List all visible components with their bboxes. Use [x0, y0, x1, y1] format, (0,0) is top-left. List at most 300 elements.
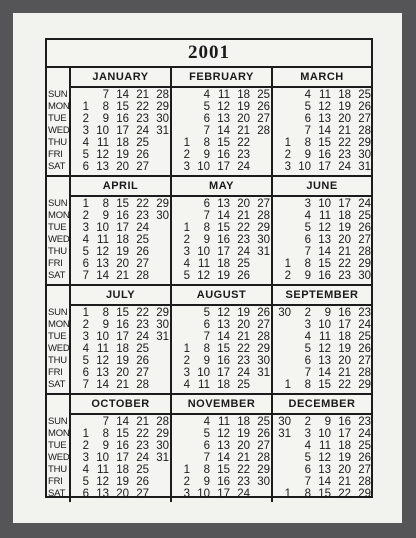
- date-cell: 18: [338, 440, 351, 452]
- date-cell: 4: [82, 137, 89, 149]
- weekday-label: THU: [48, 464, 67, 475]
- date-cell: 22: [136, 428, 149, 440]
- date-cell: 30: [358, 270, 371, 282]
- week-row: [273, 198, 371, 210]
- date-cell: 23: [237, 355, 250, 367]
- date-cell: 24: [338, 161, 351, 173]
- date-cell: 4: [82, 234, 89, 246]
- date-cell: 13: [217, 113, 230, 125]
- date-cell: 17: [116, 331, 129, 343]
- date-cell: 8: [203, 343, 210, 355]
- date-cell: 22: [237, 137, 250, 149]
- weekday-label: SAT: [48, 161, 66, 172]
- week-row: [71, 161, 170, 173]
- date-cell: 31: [257, 246, 270, 258]
- date-cell: 30: [278, 307, 291, 319]
- month-october: [71, 395, 172, 502]
- date-cell: 23: [237, 476, 250, 488]
- date-cell: 9: [324, 307, 331, 319]
- date-cell: 19: [338, 222, 351, 234]
- month-november: [172, 395, 273, 502]
- date-cell: 5: [82, 355, 89, 367]
- date-cell: 23: [136, 113, 149, 125]
- date-cell: 20: [338, 234, 351, 246]
- date-cell: 21: [338, 367, 351, 379]
- date-cell: 5: [183, 270, 190, 282]
- weekday-label: TUE: [48, 222, 67, 233]
- weekday-label: WED: [48, 343, 70, 354]
- month-name: MARCH: [273, 68, 371, 88]
- date-cell: 12: [96, 246, 109, 258]
- month-name: MAY: [172, 177, 271, 197]
- date-cell: 25: [358, 331, 371, 343]
- date-cell: 17: [338, 428, 351, 440]
- week-row: [273, 125, 371, 137]
- date-cell: 14: [217, 125, 230, 137]
- weekday-label: MON: [48, 101, 70, 112]
- date-cell: 27: [358, 355, 371, 367]
- date-cell: 8: [304, 488, 311, 500]
- date-cell: 20: [116, 488, 129, 500]
- date-cell: 31: [156, 125, 169, 137]
- week-row: [172, 319, 271, 331]
- week-row: [273, 270, 371, 282]
- date-cell: 25: [358, 440, 371, 452]
- week-row: [71, 440, 170, 452]
- week-row: [273, 234, 371, 246]
- date-cell: 18: [338, 89, 351, 101]
- date-cell: 11: [319, 440, 331, 452]
- date-cell: 29: [358, 488, 371, 500]
- calendar-grid: [47, 68, 371, 500]
- date-cell: 8: [102, 428, 109, 440]
- date-cell: 20: [338, 464, 351, 476]
- date-cell: 22: [338, 137, 351, 149]
- date-cell: 30: [156, 210, 169, 222]
- date-cell: 28: [136, 379, 149, 391]
- weekday-label: TUE: [48, 440, 67, 451]
- date-cell: 23: [136, 440, 149, 452]
- weekday-header-spacer: [47, 68, 69, 88]
- date-cell: 8: [203, 137, 210, 149]
- date-cell: 17: [116, 222, 129, 234]
- date-cell: 27: [257, 113, 270, 125]
- week-row: [273, 488, 371, 500]
- week-row: [273, 416, 371, 428]
- week-row: [71, 428, 170, 440]
- week-row: [273, 161, 371, 173]
- date-cell: 14: [116, 416, 129, 428]
- date-cell: 15: [318, 379, 331, 391]
- date-cell: 1: [284, 488, 291, 500]
- date-cell: 2: [304, 416, 311, 428]
- date-cell: 19: [116, 149, 129, 161]
- date-cell: 13: [217, 198, 230, 210]
- date-cell: 28: [257, 331, 270, 343]
- date-cell: 16: [318, 270, 331, 282]
- week-row: [273, 113, 371, 125]
- week-row: [71, 137, 170, 149]
- date-cell: 25: [136, 464, 149, 476]
- date-cell: 24: [136, 452, 149, 464]
- date-cell: 25: [358, 210, 371, 222]
- date-cell: 27: [257, 440, 270, 452]
- date-cell: 22: [338, 488, 351, 500]
- date-cell: 7: [304, 246, 311, 258]
- date-cell: 1: [183, 137, 190, 149]
- date-cell: 5: [82, 476, 89, 488]
- month-february: [172, 68, 273, 177]
- week-row: [172, 343, 271, 355]
- date-cell: 25: [136, 137, 149, 149]
- date-cell: 2: [82, 210, 89, 222]
- week-row: [172, 367, 271, 379]
- month-name: JULY: [71, 286, 170, 306]
- week-row: [172, 355, 271, 367]
- week-row: [273, 452, 371, 464]
- date-cell: 25: [257, 416, 270, 428]
- date-cell: 23: [237, 149, 250, 161]
- week-row: [71, 343, 170, 355]
- date-cell: 4: [82, 343, 89, 355]
- date-cell: 18: [116, 464, 129, 476]
- week-row: [172, 440, 271, 452]
- weekday-label: MON: [48, 428, 70, 439]
- date-cell: 1: [82, 198, 89, 210]
- date-cell: 31: [358, 161, 371, 173]
- year-title: 2001: [47, 40, 371, 68]
- year-calendar: [45, 38, 373, 498]
- date-cell: 4: [82, 464, 89, 476]
- date-cell: 2: [82, 440, 89, 452]
- date-cell: 7: [203, 452, 210, 464]
- month-name: APRIL: [71, 177, 170, 197]
- date-cell: 21: [237, 452, 250, 464]
- date-cell: 3: [284, 161, 291, 173]
- date-cell: 5: [304, 452, 311, 464]
- date-cell: 19: [338, 343, 351, 355]
- date-cell: 18: [237, 416, 250, 428]
- date-cell: 2: [183, 149, 190, 161]
- date-cell: 22: [136, 101, 149, 113]
- date-cell: 17: [318, 161, 331, 173]
- date-cell: 2: [183, 355, 190, 367]
- date-cell: 8: [304, 258, 311, 270]
- date-cell: 6: [203, 440, 210, 452]
- week-row: [71, 113, 170, 125]
- date-cell: 29: [156, 428, 169, 440]
- date-cell: 28: [257, 452, 270, 464]
- date-cell: 17: [217, 161, 230, 173]
- date-cell: 9: [203, 234, 210, 246]
- date-cell: 15: [318, 258, 331, 270]
- date-cell: 6: [82, 488, 89, 500]
- weekday-label: SAT: [48, 379, 66, 390]
- date-cell: 19: [237, 428, 250, 440]
- date-cell: 10: [96, 125, 109, 137]
- date-cell: 3: [183, 161, 190, 173]
- date-cell: 16: [116, 210, 129, 222]
- date-cell: 28: [358, 125, 371, 137]
- weekday-label: THU: [48, 137, 67, 148]
- date-cell: 7: [102, 416, 109, 428]
- date-cell: 15: [217, 464, 230, 476]
- date-cell: 24: [358, 319, 371, 331]
- date-cell: 3: [82, 222, 89, 234]
- date-cell: 16: [116, 113, 129, 125]
- date-cell: 27: [136, 258, 149, 270]
- week-row: [273, 307, 371, 319]
- date-cell: 24: [358, 428, 371, 440]
- date-cell: 10: [318, 319, 331, 331]
- date-cell: 21: [237, 125, 250, 137]
- week-row: [71, 452, 170, 464]
- date-cell: 26: [237, 270, 250, 282]
- date-cell: 11: [97, 464, 109, 476]
- date-cell: 27: [358, 464, 371, 476]
- week-row: [273, 379, 371, 391]
- date-cell: 23: [136, 210, 149, 222]
- date-cell: 10: [318, 198, 331, 210]
- date-cell: 7: [203, 331, 210, 343]
- date-cell: 3: [82, 331, 89, 343]
- week-row: [71, 246, 170, 258]
- date-cell: 14: [318, 125, 331, 137]
- week-row: [273, 101, 371, 113]
- week-row: [172, 416, 271, 428]
- week-row: [273, 428, 371, 440]
- weekday-label: SAT: [48, 488, 66, 499]
- date-cell: 25: [237, 379, 250, 391]
- date-cell: 6: [304, 355, 311, 367]
- date-cell: 1: [284, 137, 291, 149]
- week-row: [71, 101, 170, 113]
- date-cell: 21: [237, 210, 250, 222]
- date-cell: 2: [284, 149, 291, 161]
- date-cell: 24: [136, 125, 149, 137]
- week-row: [172, 258, 271, 270]
- month-name: SEPTEMBER: [273, 286, 371, 306]
- week-row: [71, 234, 170, 246]
- date-cell: 14: [318, 246, 331, 258]
- date-cell: 21: [338, 476, 351, 488]
- weekday-label: THU: [48, 246, 67, 257]
- week-row: [172, 198, 271, 210]
- date-cell: 15: [217, 137, 230, 149]
- date-cell: 15: [116, 307, 129, 319]
- date-cell: 16: [318, 149, 331, 161]
- date-cell: 22: [237, 222, 250, 234]
- date-cell: 26: [136, 246, 149, 258]
- week-row: [273, 476, 371, 488]
- date-cell: 20: [338, 355, 351, 367]
- date-cell: 18: [338, 331, 351, 343]
- weekday-label: FRI: [48, 258, 63, 269]
- date-cell: 14: [217, 331, 230, 343]
- weekday-label: THU: [48, 355, 67, 366]
- date-cell: 15: [318, 137, 331, 149]
- date-cell: 8: [102, 101, 109, 113]
- date-cell: 2: [284, 270, 291, 282]
- date-cell: 5: [82, 149, 89, 161]
- date-cell: 15: [116, 428, 129, 440]
- date-cell: 22: [338, 258, 351, 270]
- date-cell: 22: [136, 198, 149, 210]
- week-row: [172, 488, 271, 500]
- calendar-card: [13, 13, 402, 523]
- weekday-label: MON: [48, 210, 70, 221]
- date-cell: 26: [136, 476, 149, 488]
- week-row: [71, 464, 170, 476]
- date-cell: 26: [136, 355, 149, 367]
- date-cell: 16: [116, 440, 129, 452]
- date-cell: 13: [318, 113, 331, 125]
- date-cell: 18: [116, 137, 129, 149]
- week-row: [71, 488, 170, 500]
- date-cell: 13: [318, 234, 331, 246]
- date-cell: 27: [257, 198, 270, 210]
- date-cell: 30: [257, 355, 270, 367]
- week-row: [273, 355, 371, 367]
- date-cell: 7: [304, 125, 311, 137]
- week-row: [172, 270, 271, 282]
- week-row: [273, 149, 371, 161]
- date-cell: 26: [358, 452, 371, 464]
- date-cell: 4: [203, 416, 210, 428]
- month-august: [172, 286, 273, 395]
- date-cell: 1: [183, 343, 190, 355]
- date-cell: 6: [304, 113, 311, 125]
- month-name: FEBRUARY: [172, 68, 271, 88]
- date-cell: 19: [338, 452, 351, 464]
- date-cell: 5: [304, 343, 311, 355]
- week-row: [273, 367, 371, 379]
- date-cell: 27: [257, 319, 270, 331]
- date-cell: 1: [82, 307, 89, 319]
- date-cell: 6: [82, 161, 89, 173]
- date-cell: 1: [284, 258, 291, 270]
- date-cell: 3: [183, 246, 190, 258]
- week-row: [172, 307, 271, 319]
- date-cell: 29: [156, 307, 169, 319]
- weekday-column: [47, 395, 71, 502]
- date-cell: 27: [358, 234, 371, 246]
- date-cell: 16: [217, 149, 230, 161]
- date-cell: 5: [304, 101, 311, 113]
- date-cell: 2: [183, 476, 190, 488]
- month-may: [172, 177, 273, 286]
- weekday-label: TUE: [48, 113, 67, 124]
- weekday-column: [47, 68, 71, 177]
- date-cell: 18: [217, 379, 230, 391]
- date-cell: 9: [102, 440, 109, 452]
- date-cell: 26: [136, 149, 149, 161]
- date-cell: 30: [156, 113, 169, 125]
- date-cell: 13: [217, 319, 230, 331]
- date-cell: 2: [183, 234, 190, 246]
- weekday-label: TUE: [48, 331, 67, 342]
- date-cell: 7: [82, 379, 89, 391]
- date-cell: 24: [358, 198, 371, 210]
- date-cell: 24: [237, 161, 250, 173]
- date-cell: 6: [203, 113, 210, 125]
- date-cell: 22: [338, 379, 351, 391]
- date-cell: 18: [338, 210, 351, 222]
- date-cell: 5: [203, 307, 210, 319]
- date-cell: 3: [183, 367, 190, 379]
- date-cell: 17: [116, 452, 129, 464]
- date-cell: 27: [358, 113, 371, 125]
- date-cell: 17: [217, 246, 230, 258]
- date-cell: 16: [217, 355, 230, 367]
- date-cell: 11: [198, 379, 210, 391]
- date-cell: 21: [116, 270, 129, 282]
- date-cell: 29: [156, 198, 169, 210]
- date-cell: 2: [82, 319, 89, 331]
- date-cell: 7: [203, 125, 210, 137]
- date-cell: 21: [338, 246, 351, 258]
- date-cell: 3: [82, 125, 89, 137]
- date-cell: 3: [304, 198, 311, 210]
- date-cell: 1: [82, 428, 89, 440]
- date-cell: 13: [96, 258, 109, 270]
- week-row: [71, 367, 170, 379]
- date-cell: 11: [218, 89, 230, 101]
- date-cell: 21: [136, 89, 149, 101]
- date-cell: 31: [156, 452, 169, 464]
- date-cell: 20: [237, 440, 250, 452]
- week-row: [71, 125, 170, 137]
- date-cell: 21: [338, 125, 351, 137]
- weekday-label: SUN: [48, 416, 68, 427]
- date-cell: 11: [319, 331, 331, 343]
- week-row: [273, 440, 371, 452]
- week-row: [172, 89, 271, 101]
- weekday-column: [47, 177, 71, 286]
- date-cell: 3: [304, 428, 311, 440]
- date-cell: 22: [136, 307, 149, 319]
- date-cell: 29: [358, 137, 371, 149]
- month-name: JUNE: [273, 177, 371, 197]
- date-cell: 11: [97, 137, 109, 149]
- date-cell: 11: [218, 416, 230, 428]
- week-row: [273, 210, 371, 222]
- date-cell: 13: [96, 367, 109, 379]
- weekday-header-spacer: [47, 286, 69, 306]
- date-cell: 7: [203, 210, 210, 222]
- date-cell: 25: [257, 89, 270, 101]
- date-cell: 29: [257, 222, 270, 234]
- date-cell: 11: [319, 210, 331, 222]
- date-cell: 28: [136, 270, 149, 282]
- date-cell: 17: [217, 367, 230, 379]
- date-cell: 20: [237, 113, 250, 125]
- week-row: [172, 428, 271, 440]
- week-row: [172, 210, 271, 222]
- date-cell: 20: [116, 367, 129, 379]
- date-cell: 24: [237, 246, 250, 258]
- date-cell: 29: [257, 343, 270, 355]
- date-cell: 5: [82, 246, 89, 258]
- date-cell: 9: [203, 149, 210, 161]
- date-cell: 27: [136, 488, 149, 500]
- week-row: [71, 149, 170, 161]
- date-cell: 11: [198, 258, 210, 270]
- date-cell: 9: [102, 210, 109, 222]
- week-row: [172, 222, 271, 234]
- date-cell: 23: [358, 307, 371, 319]
- date-cell: 1: [183, 464, 190, 476]
